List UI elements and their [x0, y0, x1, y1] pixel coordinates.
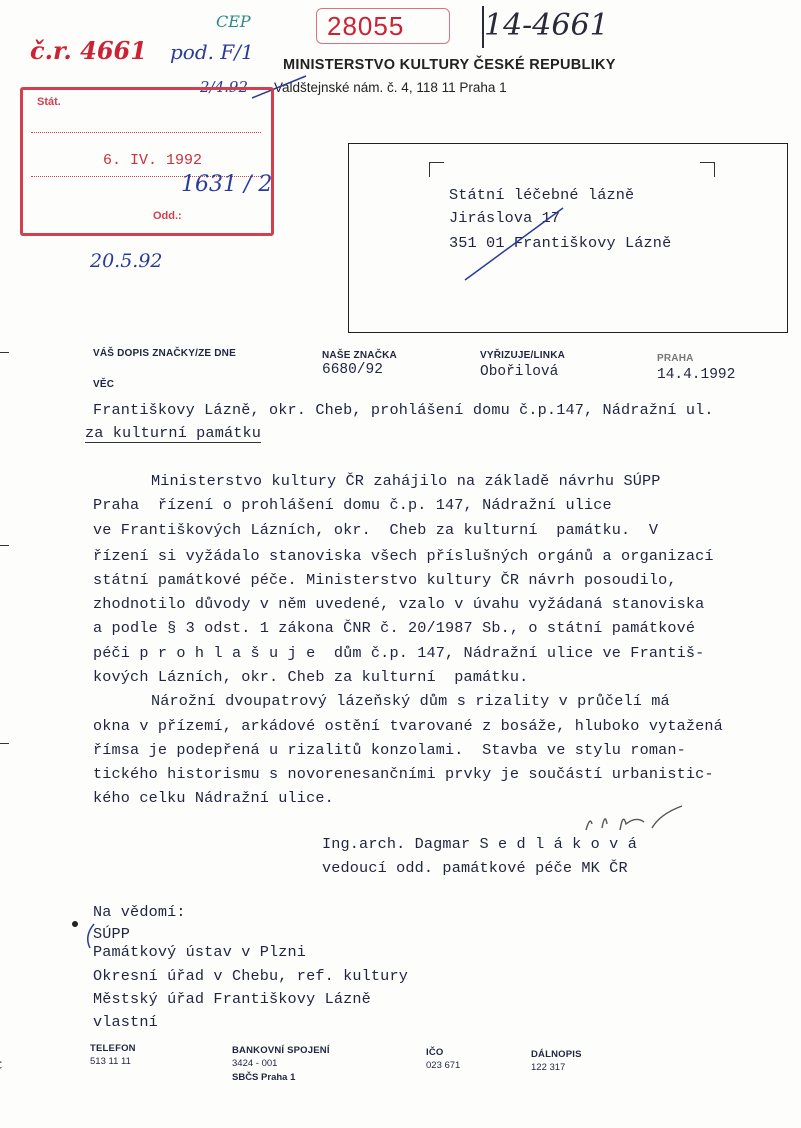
- place-label: PRAHA: [657, 353, 694, 364]
- fold-mark: [0, 545, 9, 546]
- body-line: a podle § 3 odst. 1 zákona ČNR č. 20/1987 Sb., o státní památkové: [93, 619, 696, 637]
- date-note: 20.5.92: [90, 250, 163, 272]
- recipient-line-3: 351 01 Františkovy Lázně: [449, 234, 672, 252]
- cc-item: Městský úřad Františkovy Lázně: [93, 990, 371, 1008]
- bank-account: 3424 - 001: [232, 1058, 278, 1069]
- ico-label: IČO: [426, 1047, 444, 1058]
- telex-label: DÁLNOPIS: [531, 1049, 582, 1060]
- registration-date: 6. IV. 1992: [103, 152, 203, 169]
- handled-label: VYŘIZUJE/LINKA: [480, 350, 566, 361]
- pod-note: pod. F/1: [170, 40, 254, 64]
- subject-line-1: Františkovy Lázně, okr. Cheb, prohlášení domu č.p.147, Nádražní ul.: [93, 401, 714, 419]
- cj-handwritten: č.r. 4661: [30, 36, 147, 65]
- our-ref: 6680/92: [322, 362, 383, 378]
- top-number-stamp: [316, 8, 450, 44]
- bank-name: SBČS Praha 1: [232, 1072, 296, 1083]
- print-code: [0, 1027, 2, 1080]
- body-line: okna v přízemí, arkádové ostění tvarované z bosáže, hluboko vytažená: [93, 717, 723, 735]
- registration-rule: [31, 132, 261, 133]
- your-letter-label: VÁŠ DOPIS ZNAČKY/ZE DNE: [93, 348, 236, 359]
- registration-stamp: [20, 87, 274, 236]
- body-line: Praha řízení o prohlášení domu č.p. 147, Nádražní ulice: [93, 496, 612, 514]
- cc-item: vlastní: [93, 1013, 158, 1031]
- top-number: 28055: [327, 11, 405, 41]
- recipient-line-1: Státní léčebné lázně: [449, 186, 635, 204]
- cc-item: SÚPP: [93, 925, 131, 943]
- body-line: Ministerstvo kultury ČR zahájilo na základě návrhu SÚPP: [151, 472, 661, 490]
- body-line: tického historismu s novorenesančními prvky je součástí urbanistic-: [93, 765, 714, 783]
- body-line: zhodnotilo důvody v něm uvedené, vzalo v úvahu vyžádaná stanoviska: [93, 595, 705, 613]
- fold-mark: [0, 743, 9, 744]
- cc-dot: [72, 921, 78, 927]
- phone-value: 513 11 11: [90, 1056, 131, 1067]
- letter-date: 14.4.1992: [657, 367, 736, 383]
- registration-odd-label: Odd.:: [153, 210, 182, 222]
- body-line: Nárožní dvoupatrový lázeňský dům s rizality v průčelí má: [151, 692, 670, 710]
- cc-item: Okresní úřad v Chebu, ref. kultury: [93, 967, 408, 985]
- body-line: ve Františkových Lázních, okr. Cheb za kulturní památku. V: [93, 521, 659, 539]
- our-ref-label: NAŠE ZNAČKA: [322, 350, 397, 361]
- cep-note: CEP: [216, 12, 251, 31]
- registration-number: 1631 / 2: [181, 172, 273, 197]
- subject-line-2: za kulturní památku: [85, 424, 262, 442]
- body-line: státní památkové péče. Ministerstvo kultury ČR návrh posoudilo,: [93, 571, 677, 589]
- signatory-name: Ing.arch. Dagmar S e d l á k o v á: [322, 835, 637, 853]
- handled-by: Obořilová: [480, 364, 559, 380]
- fold-mark: [0, 352, 9, 353]
- signatory-title: vedoucí odd. památkové péče MK ČR: [322, 859, 628, 877]
- recipient-line-2: Jiráslova 17: [449, 209, 561, 227]
- cc-label: Na vědomí:: [93, 903, 186, 921]
- bank-label: BANKOVNÍ SPOJENÍ: [232, 1045, 330, 1056]
- telex-value: 122 317: [531, 1062, 566, 1073]
- handwritten-signature: [580, 800, 690, 836]
- file-number-bar: [482, 6, 484, 48]
- file-number: 14-4661: [484, 8, 609, 43]
- body-line: kových Lázních, okr. Cheb za kulturní památku.: [93, 668, 529, 686]
- window-corner: [429, 162, 444, 177]
- phone-label: TELEFON: [90, 1043, 136, 1054]
- body-line: řízení si vyžádalo stanoviska všech příslušných orgánů a organizací: [93, 547, 714, 565]
- recipient-box: [348, 143, 788, 333]
- subject-label: VĚC: [93, 379, 115, 390]
- body-line: kého celku Nádražní ulice.: [93, 789, 334, 807]
- cc-item: Památkový ústav v Plzni: [93, 943, 307, 961]
- body-line: římsa je podepřená u rizalitů konzolami. Stavba ve stylu roman-: [93, 741, 686, 759]
- registration-stamp-title: Stát.: [37, 96, 61, 108]
- ministry-address: Valdštejnské nám. č. 4, 118 11 Praha 1: [274, 80, 507, 95]
- ministry-name: MINISTERSTVO KULTURY ČESKÉ REPUBLIKY: [283, 57, 616, 73]
- pen-stroke: [459, 204, 569, 284]
- pod-date-note: 2/4.92: [200, 78, 248, 96]
- body-line: péči p r o h l a š u j e dům č.p. 147, Nádražní ulice ve Františ-: [93, 644, 705, 662]
- ico-value: 023 671: [426, 1060, 461, 1071]
- window-corner: [700, 162, 715, 177]
